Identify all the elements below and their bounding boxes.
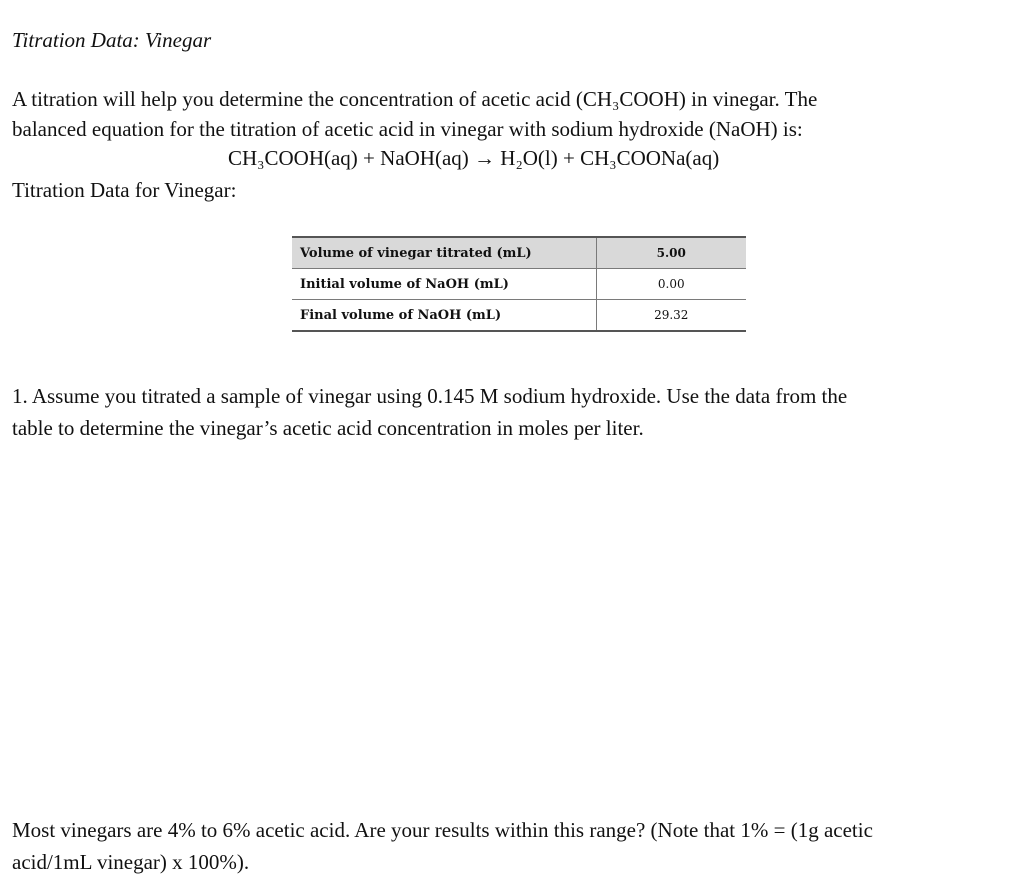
table-subheading: Titration Data for Vinegar:: [12, 178, 237, 202]
balanced-equation: CH₃COOH(aq) + NaOH(aq) → H₂O(l) + CH₃COONa(aq): [228, 146, 720, 170]
titration-data-table: [292, 236, 746, 332]
intro-paragraph: [12, 84, 817, 144]
intro-line-2: balanced equation for the titration of acetic acid in vinegar with sodium hydroxide (NaOH) is:: [12, 117, 803, 141]
question-1-line-1: 1. Assume you titrated a sample of vinegar using 0.145 M sodium hydroxide. Use the data from the: [12, 384, 848, 408]
table-row: [292, 237, 746, 269]
table-row: [292, 300, 746, 332]
table-row-label: Initial volume of NaOH (mL): [292, 269, 596, 300]
table-row-label: Final volume of NaOH (mL): [292, 300, 596, 332]
table-row-value: 0.00: [596, 269, 746, 300]
table-row-value: 5.00: [596, 237, 746, 269]
range-question-line-1: Most vinegars are 4% to 6% acetic acid. Are your results within this range? (Note that 1% = (1g acetic: [12, 818, 873, 842]
table-row: [292, 269, 746, 300]
table-row-label: Volume of vinegar titrated (mL): [292, 237, 596, 269]
table-row-value: 29.32: [596, 300, 746, 332]
range-question: [12, 814, 873, 878]
page-title: Titration Data: Vinegar: [12, 28, 212, 52]
question-1: [12, 380, 847, 444]
question-1-line-2: table to determine the vinegar’s acetic acid concentration in moles per liter.: [12, 416, 644, 440]
range-question-line-2: acid/1mL vinegar) x 100%).: [12, 850, 250, 874]
intro-line-1: A titration will help you determine the concentration of acetic acid (CH₃COOH) in vinegar. The: [12, 87, 818, 111]
